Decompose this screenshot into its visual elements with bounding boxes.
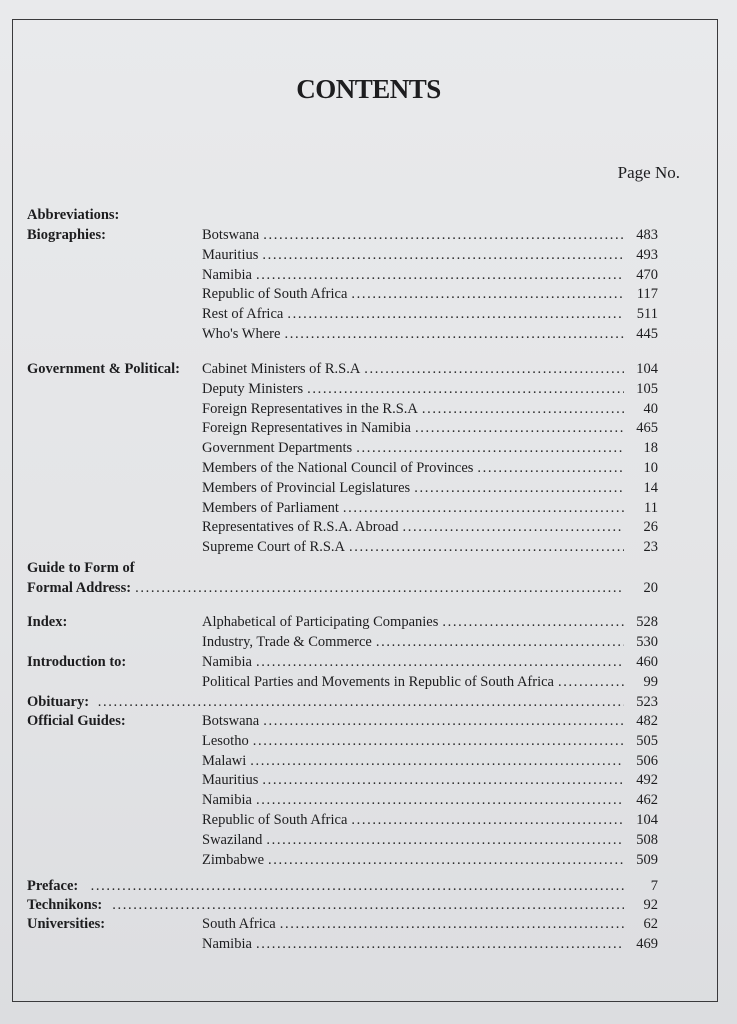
toc-entry[interactable] (202, 652, 658, 672)
page-number: 26 (643, 519, 658, 536)
toc-section (0, 359, 737, 379)
page-number: 493 (636, 246, 658, 263)
leader-dots (376, 632, 624, 652)
entry-title: Industry, Trade & Commerce (202, 633, 372, 650)
toc-section (0, 612, 737, 632)
leader-dots (112, 895, 624, 915)
page-number: 460 (636, 654, 658, 670)
entry-title: Government Departments (202, 440, 353, 457)
section-category: Introduction to: (27, 654, 127, 670)
page-number: 445 (636, 326, 658, 342)
leader-dots (256, 934, 624, 954)
toc-entry[interactable] (202, 751, 658, 771)
toc-entry[interactable] (202, 498, 658, 518)
toc-row (0, 790, 737, 810)
page-number: 483 (636, 227, 658, 243)
leader-dots (442, 612, 624, 632)
leader-dots (250, 751, 624, 771)
leader-dots (307, 379, 624, 399)
page-number: 105 (636, 380, 658, 397)
toc-entry[interactable] (202, 517, 658, 537)
toc-entry[interactable] (202, 914, 658, 934)
leader-dots (284, 324, 624, 344)
page-number: 20 (643, 579, 658, 596)
page-number: 469 (636, 935, 658, 952)
toc-entry[interactable] (202, 458, 658, 478)
toc-section (0, 205, 737, 225)
toc-section (0, 914, 737, 934)
toc-entry[interactable] (202, 810, 658, 830)
toc-row (0, 399, 737, 419)
leader-dots (262, 770, 624, 790)
leader-dots (414, 478, 624, 498)
entry-title: Representatives of R.S.A. Abroad (202, 519, 399, 536)
toc-row (0, 458, 737, 478)
toc-row (0, 934, 737, 954)
page-number: 505 (636, 732, 658, 749)
toc-entry[interactable] (202, 359, 658, 379)
leader-dots (256, 652, 624, 672)
entry-title: Members of Provincial Legislatures (202, 479, 411, 496)
toc-row (0, 478, 737, 498)
section-category: Technikons: (27, 897, 103, 913)
toc-entry[interactable] (98, 692, 658, 712)
page-number: 465 (636, 420, 658, 437)
section-category: Biographies: (27, 227, 106, 243)
entry-title: Political Parties and Movements in Republic of South Africa (202, 673, 554, 690)
toc-row (0, 830, 737, 850)
leader-dots (135, 578, 624, 598)
toc-section (0, 876, 737, 896)
toc-entry[interactable] (112, 895, 658, 915)
entry-title: Malawi (202, 752, 247, 769)
leader-dots (422, 399, 624, 419)
page-number: 23 (643, 539, 658, 556)
entry-title: Namibia (202, 935, 252, 952)
toc-row (0, 304, 737, 324)
leader-dots (256, 790, 624, 810)
toc-entry[interactable] (91, 876, 658, 896)
entry-title: Foreign Representatives in the R.S.A (202, 400, 418, 417)
toc-section (0, 711, 737, 731)
toc-row (0, 265, 737, 285)
leader-dots (262, 245, 624, 265)
toc-row (0, 770, 737, 790)
toc-entry[interactable] (202, 830, 658, 850)
leader-dots (415, 418, 624, 438)
entry-title: Republic of South Africa (202, 286, 348, 303)
toc-entry[interactable] (202, 731, 658, 751)
entry-title: Namibia (202, 654, 252, 670)
leader-dots (266, 830, 624, 850)
entry-title: Mauritius (202, 246, 259, 263)
page-number: 506 (636, 752, 658, 769)
page-number: 482 (636, 713, 658, 729)
entry-title: Who's Where (202, 326, 281, 342)
entry-title: Zimbabwe (202, 851, 265, 868)
leader-dots (253, 731, 624, 751)
page-number: 99 (643, 673, 658, 690)
toc-row (0, 537, 737, 557)
page-number: 7 (650, 878, 658, 894)
leader-dots (349, 537, 624, 557)
page-number: 530 (636, 633, 658, 650)
page-number: 104 (636, 361, 658, 377)
entry-title: Swaziland (202, 831, 263, 848)
toc-row (0, 517, 737, 537)
page-number: 10 (643, 460, 658, 476)
entry-title: Lesotho (202, 732, 249, 749)
leader-dots (403, 517, 624, 537)
toc-section (0, 225, 737, 245)
entry-title: Rest of Africa (202, 306, 284, 323)
toc-row (0, 751, 737, 771)
leader-dots (263, 711, 624, 731)
page-number: 470 (636, 266, 658, 283)
entry-title: Botswana (202, 227, 260, 243)
section-category: Government & Political: (27, 361, 181, 377)
toc-section-line (0, 578, 737, 598)
toc-row (0, 438, 737, 458)
page-number: 117 (636, 286, 658, 303)
page-number: 92 (643, 897, 658, 913)
toc-entry[interactable] (202, 790, 658, 810)
toc-entry[interactable] (202, 379, 658, 399)
entry-title: Members of Parliament (202, 499, 339, 516)
page-number: 492 (636, 772, 658, 789)
toc-row (0, 850, 737, 870)
page-number: 104 (636, 812, 658, 828)
entry-title: Deputy Ministers (202, 380, 304, 397)
toc-section (0, 895, 737, 915)
entry-title: Members of the National Council of Provinces (202, 460, 474, 476)
toc-entry[interactable] (202, 399, 658, 419)
toc-row (0, 672, 737, 692)
entry-title: Republic of South Africa (202, 812, 348, 828)
toc-entry[interactable] (202, 934, 658, 954)
toc-entry[interactable] (202, 770, 658, 790)
toc-entry[interactable] (202, 850, 658, 870)
leader-dots (558, 672, 624, 692)
page-number: 523 (636, 694, 658, 710)
leader-dots (356, 438, 624, 458)
toc-entry[interactable] (27, 578, 658, 598)
toc-section (0, 558, 737, 578)
toc-row (0, 632, 737, 652)
toc-entry[interactable] (202, 265, 658, 285)
section-category: Obituary: (27, 694, 90, 710)
toc-row (0, 418, 737, 438)
leader-dots (91, 876, 624, 896)
entry-title: Cabinet Ministers of R.S.A (202, 361, 361, 377)
toc-entry[interactable] (202, 418, 658, 438)
toc-row (0, 731, 737, 751)
section-category: Preface: (27, 878, 79, 894)
page-number: 528 (636, 614, 658, 630)
entry-title: South Africa (202, 916, 276, 932)
toc-row (0, 324, 737, 344)
section-category: Index: (27, 614, 68, 630)
page-number: 511 (636, 306, 658, 323)
entry-title: Namibia (202, 266, 252, 283)
toc-section (0, 652, 737, 672)
toc-row (0, 810, 737, 830)
leader-dots (351, 284, 624, 304)
leader-dots (256, 265, 624, 285)
entry-title: Alphabetical of Participating Companies (202, 614, 439, 630)
toc-entry[interactable] (202, 324, 658, 344)
page-number: 18 (643, 440, 658, 457)
page-number: 508 (636, 831, 658, 848)
page-number: 11 (644, 499, 658, 516)
toc-row (0, 245, 737, 265)
section-category: Guide to Form of (27, 560, 135, 576)
toc-entry[interactable] (202, 672, 658, 692)
toc-entry[interactable] (202, 711, 658, 731)
leader-dots (351, 810, 624, 830)
toc-row (0, 284, 737, 304)
toc-entry[interactable] (202, 438, 658, 458)
leader-dots (263, 225, 624, 245)
leader-dots (98, 692, 624, 712)
page-number: 14 (643, 479, 658, 496)
toc-entry[interactable] (202, 245, 658, 265)
toc-entry[interactable] (202, 632, 658, 652)
entry-title: Mauritius (202, 772, 259, 789)
leader-dots (287, 304, 624, 324)
section-category-line2: Formal Address: (27, 579, 132, 596)
toc-row (0, 498, 737, 518)
page-number: 462 (636, 792, 658, 809)
toc-entry[interactable] (202, 612, 658, 632)
page-number: 509 (636, 851, 658, 868)
toc-entry[interactable] (202, 284, 658, 304)
leader-dots (280, 914, 624, 934)
toc-row (0, 379, 737, 399)
leader-dots (477, 458, 624, 478)
toc-entry[interactable] (202, 478, 658, 498)
toc-entry[interactable] (202, 225, 658, 245)
entry-title: Foreign Representatives in Namibia (202, 420, 411, 437)
leader-dots (364, 359, 624, 379)
page-title: CONTENTS (296, 74, 441, 104)
toc-entry[interactable] (202, 304, 658, 324)
toc-section (0, 692, 737, 712)
page-number: 40 (643, 400, 658, 417)
section-category: Universities: (27, 916, 106, 932)
entry-title: Supreme Court of R.S.A (202, 539, 345, 556)
section-category: Abbreviations: (27, 207, 120, 223)
toc-entry[interactable] (202, 537, 658, 557)
page-number: 62 (643, 916, 658, 932)
page-no-label: Page No. (617, 163, 680, 182)
entry-title: Namibia (202, 792, 252, 809)
entry-title: Botswana (202, 713, 260, 729)
leader-dots (343, 498, 624, 518)
section-category: Official Guides: (27, 713, 126, 729)
leader-dots (268, 850, 624, 870)
